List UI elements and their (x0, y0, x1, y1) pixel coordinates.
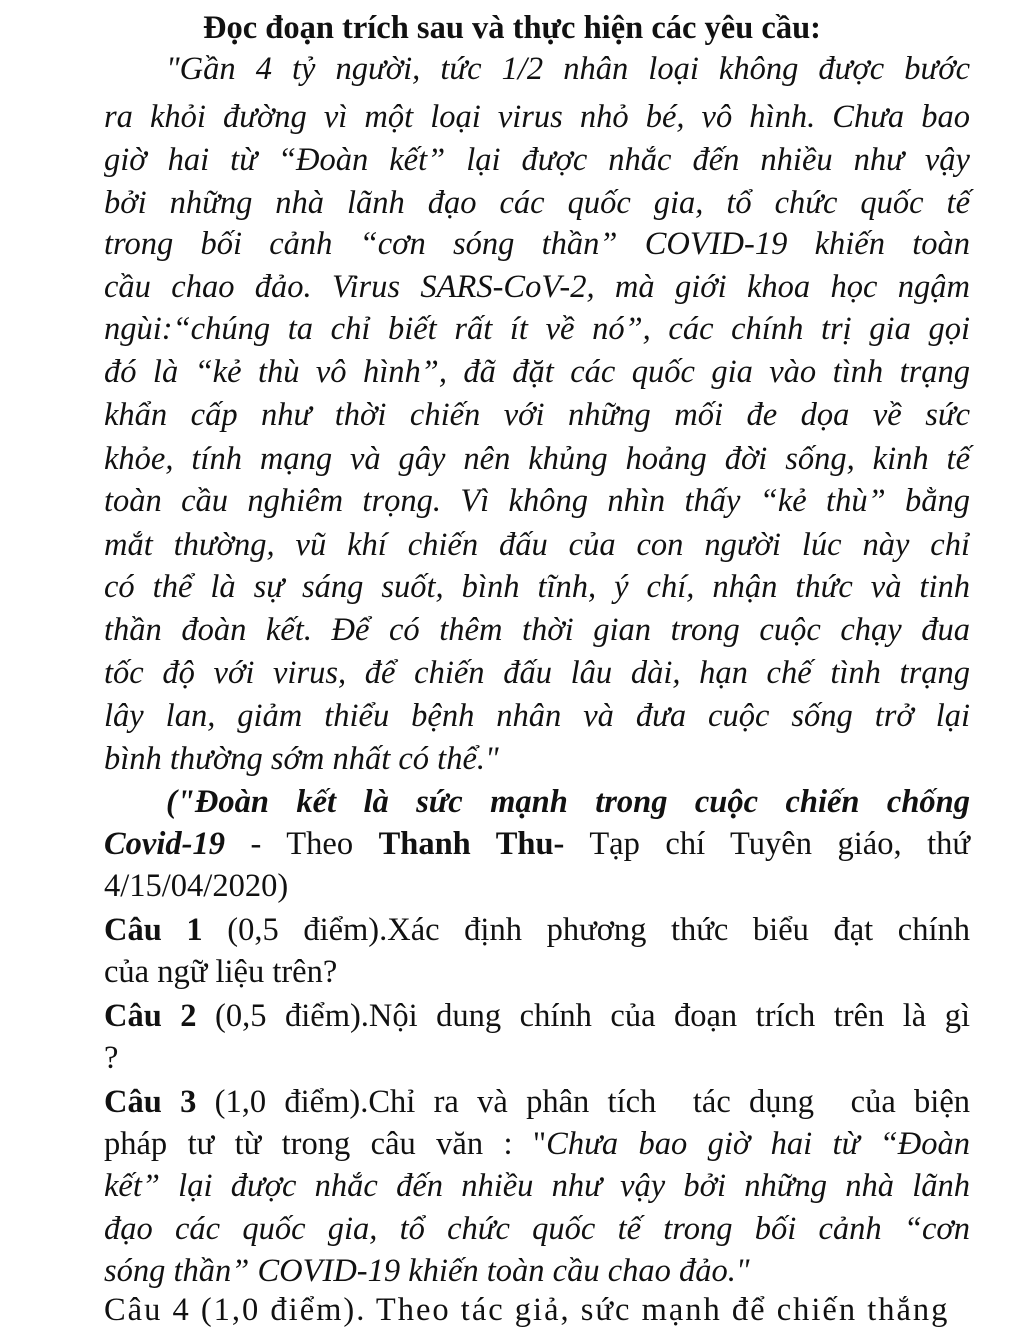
question-line (104, 1082, 970, 1122)
passage-line: giờ hai từ “Đoàn kết” lại được nhắc đến nhiều như vậy (104, 142, 970, 178)
question-line (104, 1124, 970, 1164)
passage-line: trong bối cảnh “cơn sóng thần” COVID-19 khiến toàn (104, 226, 970, 262)
instruction-heading: Đọc đoạn trích sau và thực hiện các yêu cầu: (202, 10, 822, 46)
question-line: của ngữ liệu trên? (104, 954, 338, 990)
passage-line: khỏe, tính mạng và gây nên khủng hoảng đời sống, kinh tế (104, 441, 970, 477)
question-line: ? (104, 1040, 119, 1076)
quoted-sentence: đạo các quốc gia, tổ chức quốc tế trong bối cảnh “cơn (104, 1211, 970, 1247)
question-text: (1,0 điểm).Chỉ ra và phân tích tác dụng của biện (196, 1084, 970, 1120)
question-text: pháp tư từ trong câu văn : " (104, 1126, 547, 1162)
source-title-end: Covid-19 (104, 826, 225, 862)
quoted-sentence: Chưa bao giờ hai từ “Đoàn (546, 1126, 971, 1162)
question-text: (0,5 điểm).Xác định phương thức biểu đạt chính (202, 912, 970, 948)
quoted-sentence: sóng thần” COVID-19 khiến toàn cầu chao đảo." (104, 1253, 750, 1289)
question-text: (0,5 điểm).Nội dung chính của đoạn trích trên là gì (196, 998, 970, 1034)
passage-line: bởi những nhà lãnh đạo các quốc gia, tổ chức quốc tế (104, 185, 970, 221)
question-line (104, 910, 970, 950)
question-label: Câu 3 (104, 1084, 197, 1120)
source-publication: Tạp chí Tuyên giáo, thứ (564, 826, 970, 862)
passage-line: mắt thường, vũ khí chiến đấu của con người lúc này chỉ (104, 527, 970, 563)
passage-line: có thể là sự sáng suốt, bình tĩnh, ý chí, nhận thức và tinh (104, 569, 970, 605)
passage-line: tốc độ với virus, để chiến đấu lâu dài, hạn chế tình trạng (104, 655, 970, 691)
passage-line: ra khỏi đường vì một loại virus nhỏ bé, vô hình. Chưa bao (104, 99, 970, 135)
passage-line: khẩn cấp như thời chiến với những mối đe dọa về sức (104, 397, 970, 433)
passage-line: toàn cầu nghiêm trọng. Vì không nhìn thấy “kẻ thù” bằng (104, 483, 970, 519)
cut-off-line: Câu 4 (1,0 điểm). Theo tác giả, sức mạnh để chiến thắng (104, 1292, 950, 1328)
source-author: Thanh Thu- (378, 826, 565, 862)
passage-line: cầu chao đảo. Virus SARS-CoV-2, mà giới khoa học ngậm (104, 269, 970, 305)
passage-line: "Gần 4 tỷ người, tức 1/2 nhân loại không được bước (166, 51, 970, 87)
question-line (104, 996, 970, 1036)
question-label: Câu 2 (104, 998, 197, 1034)
question-label: Câu 1 (104, 912, 203, 948)
source-line (104, 824, 970, 864)
passage-line: thần đoàn kết. Để có thêm thời gian trong cuộc chạy đua (104, 612, 970, 648)
source-sep: - Theo (224, 826, 379, 862)
passage-line: ngùi:“chúng ta chỉ biết rất ít về nó”, các chính trị gia gọi (104, 311, 970, 347)
quoted-sentence: kết” lại được nhắc đến nhiều như vậy bởi những nhà lãnh (104, 1168, 970, 1204)
passage-line: bình thường sớm nhất có thể." (104, 741, 499, 777)
passage-line: lây lan, giảm thiểu bệnh nhân và đưa cuộc sống trở lại (104, 698, 970, 734)
passage-line: đó là “kẻ thù vô hình”, đã đặt các quốc gia vào tình trạng (104, 354, 970, 390)
source-date: 4/15/04/2020) (104, 868, 289, 904)
source-title-line: ("Đoàn kết là sức mạnh trong cuộc chiến chống (166, 784, 970, 820)
